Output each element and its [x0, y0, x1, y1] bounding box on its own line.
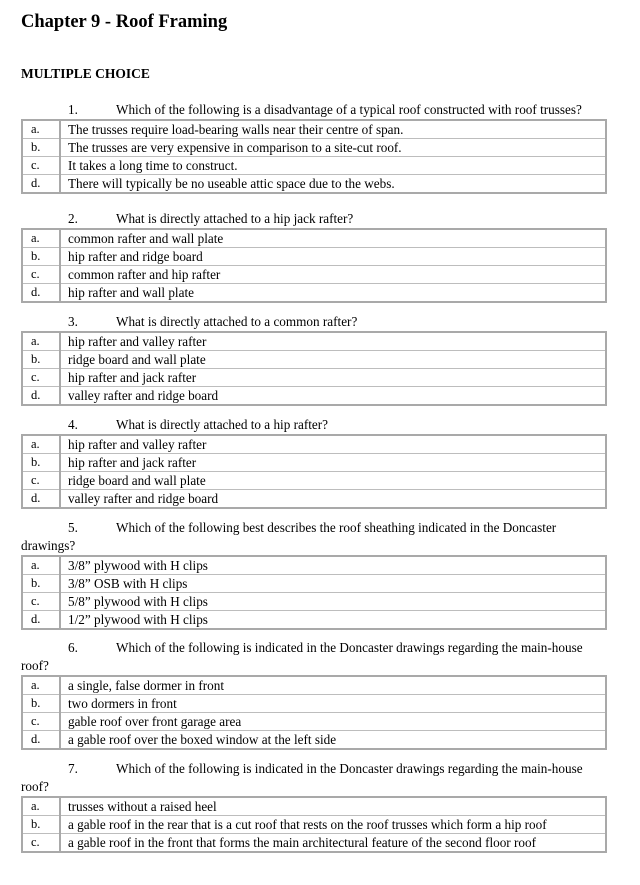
option-text: hip rafter and jack rafter: [60, 369, 606, 387]
option-letter: d.: [22, 611, 60, 630]
option-text: The trusses require load-bearing walls near their centre of span.: [60, 120, 606, 139]
option-row[interactable]: [22, 454, 606, 472]
option-row[interactable]: [22, 139, 606, 157]
option-row[interactable]: [22, 695, 606, 713]
option-letter: a.: [22, 676, 60, 695]
question-stem: [0, 639, 606, 675]
option-text: 3/8” plywood with H clips: [60, 556, 606, 575]
option-text: hip rafter and ridge board: [60, 248, 606, 266]
question-text: What is directly attached to a common rafter?: [116, 314, 358, 329]
option-row[interactable]: [22, 834, 606, 853]
option-letter: d.: [22, 284, 60, 303]
options-table: [21, 796, 607, 853]
options-table: [21, 675, 607, 750]
option-text: The trusses are very expensive in comparison to a site-cut roof.: [60, 139, 606, 157]
options-table: [21, 555, 607, 630]
option-text: There will typically be no useable attic space due to the webs.: [60, 175, 606, 194]
option-letter: a.: [22, 332, 60, 351]
option-letter: b.: [22, 351, 60, 369]
option-row[interactable]: [22, 332, 606, 351]
question-3: [0, 313, 640, 406]
option-letter: c.: [22, 472, 60, 490]
option-row[interactable]: [22, 351, 606, 369]
option-text: common rafter and hip rafter: [60, 266, 606, 284]
question-number: 1.: [68, 102, 78, 117]
question-text: Which of the following is indicated in the Doncaster drawings regarding the main-house roof?: [21, 640, 583, 673]
option-row[interactable]: [22, 713, 606, 731]
option-text: ridge board and wall plate: [60, 472, 606, 490]
option-row[interactable]: [22, 229, 606, 248]
question-number: 3.: [68, 314, 78, 329]
option-text: valley rafter and ridge board: [60, 490, 606, 509]
options-table: [21, 228, 607, 303]
option-text: ridge board and wall plate: [60, 351, 606, 369]
option-letter: b.: [22, 248, 60, 266]
option-letter: b.: [22, 575, 60, 593]
question-number: 2.: [68, 211, 78, 226]
option-letter: b.: [22, 695, 60, 713]
question-text: Which of the following is a disadvantage of a typical roof constructed with roof trusses?: [116, 102, 582, 117]
option-row[interactable]: [22, 435, 606, 454]
option-text: two dormers in front: [60, 695, 606, 713]
option-letter: a.: [22, 229, 60, 248]
option-row[interactable]: [22, 731, 606, 750]
option-text: a gable roof over the boxed window at the left side: [60, 731, 606, 750]
question-number: 7.: [68, 761, 78, 776]
options-table: [21, 434, 607, 509]
question-stem: [0, 760, 606, 796]
question-text: What is directly attached to a hip jack rafter?: [116, 211, 354, 226]
question-stem: [0, 519, 606, 555]
option-row[interactable]: [22, 816, 606, 834]
option-letter: b.: [22, 454, 60, 472]
option-row[interactable]: [22, 490, 606, 509]
option-text: 3/8” OSB with H clips: [60, 575, 606, 593]
option-letter: c.: [22, 593, 60, 611]
question-7: [0, 760, 640, 853]
question-5: [0, 519, 640, 630]
option-text: hip rafter and valley rafter: [60, 332, 606, 351]
option-row[interactable]: [22, 593, 606, 611]
option-row[interactable]: [22, 611, 606, 630]
option-row[interactable]: [22, 472, 606, 490]
section-title: MULTIPLE CHOICE: [21, 66, 150, 81]
option-text: common rafter and wall plate: [60, 229, 606, 248]
option-letter: d.: [22, 175, 60, 194]
option-text: hip rafter and valley rafter: [60, 435, 606, 454]
option-letter: d.: [22, 731, 60, 750]
option-letter: c.: [22, 369, 60, 387]
option-row[interactable]: [22, 175, 606, 194]
option-letter: a.: [22, 797, 60, 816]
option-row[interactable]: [22, 387, 606, 406]
option-letter: c.: [22, 266, 60, 284]
option-letter: a.: [22, 435, 60, 454]
option-letter: a.: [22, 120, 60, 139]
question-number: 5.: [68, 520, 78, 535]
option-text: 1/2” plywood with H clips: [60, 611, 606, 630]
option-text: trusses without a raised heel: [60, 797, 606, 816]
option-letter: c.: [22, 834, 60, 853]
option-text: a gable roof in the front that forms the main architectural feature of the second floor roof: [60, 834, 606, 853]
option-row[interactable]: [22, 248, 606, 266]
option-row[interactable]: [22, 369, 606, 387]
option-letter: c.: [22, 713, 60, 731]
option-text: hip rafter and wall plate: [60, 284, 606, 303]
option-text: hip rafter and jack rafter: [60, 454, 606, 472]
option-letter: d.: [22, 490, 60, 509]
question-stem: [0, 101, 606, 119]
option-text: gable roof over front garage area: [60, 713, 606, 731]
question-stem: [0, 416, 606, 434]
question-number: 6.: [68, 640, 78, 655]
question-text: Which of the following best describes the roof sheathing indicated in the Doncaster drawings?: [21, 520, 557, 553]
option-row[interactable]: [22, 556, 606, 575]
option-row[interactable]: [22, 266, 606, 284]
question-4: [0, 416, 640, 509]
question-6: [0, 639, 640, 750]
question-stem: [0, 210, 606, 228]
question-number: 4.: [68, 417, 78, 432]
option-letter: d.: [22, 387, 60, 406]
option-letter: a.: [22, 556, 60, 575]
chapter-title: Chapter 9 - Roof Framing: [21, 12, 228, 32]
options-table: [21, 331, 607, 406]
option-row[interactable]: [22, 120, 606, 139]
option-row[interactable]: [22, 676, 606, 695]
option-letter: b.: [22, 139, 60, 157]
option-row[interactable]: [22, 575, 606, 593]
option-row[interactable]: [22, 284, 606, 303]
question-2: [0, 210, 640, 303]
option-text: It takes a long time to construct.: [60, 157, 606, 175]
question-stem: [0, 313, 606, 331]
option-text: 5/8” plywood with H clips: [60, 593, 606, 611]
question-text: Which of the following is indicated in the Doncaster drawings regarding the main-house roof?: [21, 761, 583, 794]
option-letter: c.: [22, 157, 60, 175]
option-row[interactable]: [22, 797, 606, 816]
question-text: What is directly attached to a hip rafter?: [116, 417, 328, 432]
option-letter: b.: [22, 816, 60, 834]
option-text: a single, false dormer in front: [60, 676, 606, 695]
option-text: valley rafter and ridge board: [60, 387, 606, 406]
question-1: [0, 101, 640, 194]
options-table: [21, 119, 607, 194]
option-row[interactable]: [22, 157, 606, 175]
option-text: a gable roof in the rear that is a cut roof that rests on the roof trusses which form a hip roof: [60, 816, 606, 834]
